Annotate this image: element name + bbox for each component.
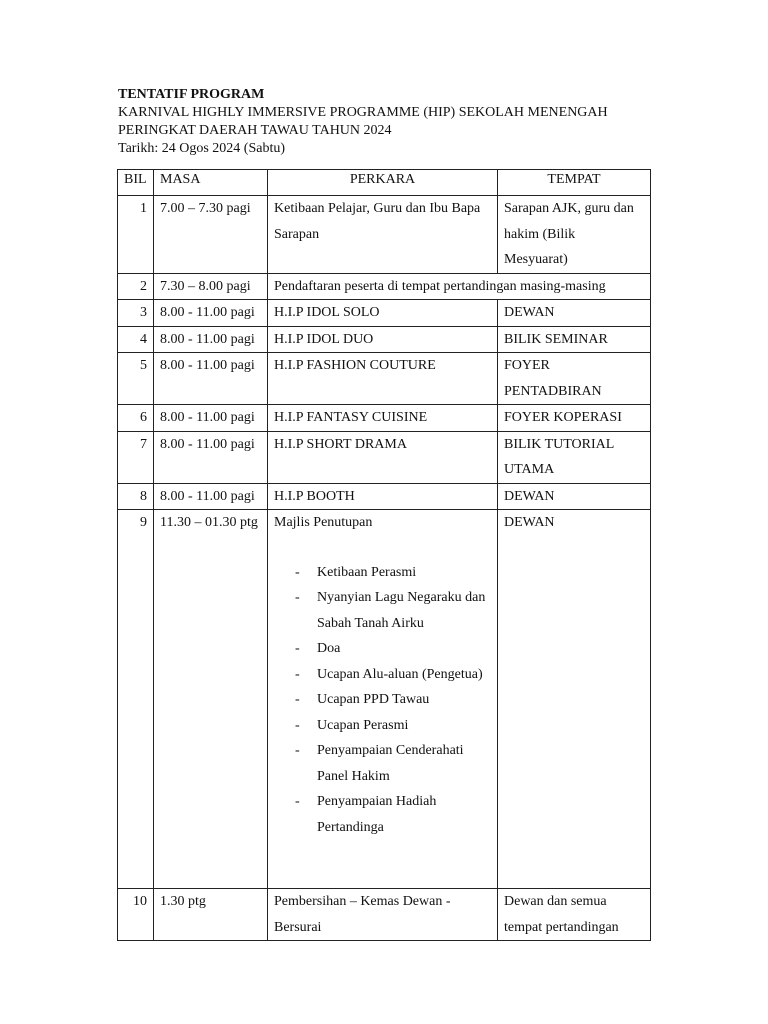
table-row <box>118 326 651 353</box>
row-venue <box>498 196 651 274</box>
row-number: 7 <box>118 431 154 483</box>
row-number: 10 <box>118 889 154 941</box>
table-row <box>118 273 651 300</box>
agenda-item: - Ucapan PPD Tawau <box>274 687 491 713</box>
program-table <box>117 169 651 941</box>
venue-line: Mesyuarat) <box>504 252 568 267</box>
table-row <box>118 405 651 432</box>
agenda-item: - Ucapan Alu-aluan (Pengetua) <box>274 662 491 688</box>
event-name-line-1: KARNIVAL HIGHLY IMMERSIVE PROGRAMME (HIP) SEKOLAH MENENGAH <box>118 105 608 120</box>
row-venue: DEWAN <box>498 483 651 510</box>
column-header-perkara: PERKARA <box>268 170 498 196</box>
row-activity <box>268 196 498 274</box>
row-time: 8.00 - 11.00 pagi <box>154 353 268 405</box>
row-venue: BILIK SEMINAR <box>498 326 651 353</box>
row-activity: H.I.P IDOL SOLO <box>268 300 498 327</box>
row-number: 6 <box>118 405 154 432</box>
event-name-line-2: PERINGKAT DAERAH TAWAU TAHUN 2024 <box>118 123 392 138</box>
venue-line: UTAMA <box>504 462 555 477</box>
row-number: 8 <box>118 483 154 510</box>
venue-line: Sarapan AJK, guru dan <box>504 201 634 216</box>
venue-line: PENTADBIRAN <box>504 383 602 399</box>
agenda-item-continuation: Pertandinga <box>317 819 384 835</box>
activity-line: Ketibaan Pelajar, Guru dan Ibu Bapa <box>274 201 481 216</box>
activity-line: Majlis Penutupan <box>274 515 373 530</box>
agenda-item: - Penyampaian Cenderahati <box>274 738 491 764</box>
event-date: Tarikh: 24 Ogos 2024 (Sabtu) <box>118 141 286 156</box>
row-venue <box>498 889 651 941</box>
row-activity-merged: Pendaftaran peserta di tempat pertandingan masing-masing <box>268 273 651 300</box>
row-number: 4 <box>118 326 154 353</box>
row-activity: H.I.P IDOL DUO <box>268 326 498 353</box>
row-venue: DEWAN <box>498 510 651 889</box>
row-time: 7.00 – 7.30 pagi <box>154 196 268 274</box>
row-time: 8.00 - 11.00 pagi <box>154 431 268 483</box>
agenda-item-continuation: Panel Hakim <box>317 768 390 784</box>
row-time: 8.00 - 11.00 pagi <box>154 326 268 353</box>
venue-line: hakim (Bilik <box>504 226 576 242</box>
table-row <box>118 300 651 327</box>
row-number: 5 <box>118 353 154 405</box>
row-venue <box>498 431 651 483</box>
agenda-item: - Nyanyian Lagu Negaraku dan <box>274 585 491 611</box>
table-header-row <box>118 170 651 196</box>
closing-ceremony-agenda <box>274 560 491 841</box>
agenda-item-continuation: Sabah Tanah Airku <box>317 615 424 631</box>
row-number: 9 <box>118 510 154 889</box>
table-row <box>118 889 651 941</box>
venue-line: Dewan dan semua <box>504 894 607 909</box>
document-title: TENTATIF PROGRAM <box>118 87 265 102</box>
row-time: 8.00 - 11.00 pagi <box>154 300 268 327</box>
venue-line: FOYER <box>504 358 550 373</box>
row-venue: FOYER KOPERASI <box>498 405 651 432</box>
table-row <box>118 483 651 510</box>
row-time: 7.30 – 8.00 pagi <box>154 273 268 300</box>
venue-line: BILIK TUTORIAL <box>504 436 615 452</box>
table-row <box>118 196 651 274</box>
row-activity: H.I.P BOOTH <box>268 483 498 510</box>
row-time: 1.30 ptg <box>154 889 268 941</box>
document-header <box>118 86 658 158</box>
table-row <box>118 353 651 405</box>
column-header-masa: MASA <box>154 170 268 196</box>
row-time: 8.00 - 11.00 pagi <box>154 405 268 432</box>
table-row <box>118 510 651 889</box>
column-header-bil: BIL <box>118 170 154 196</box>
agenda-item: - Ucapan Perasmi <box>274 713 491 739</box>
row-number: 2 <box>118 273 154 300</box>
row-activity: H.I.P FANTASY CUISINE <box>268 405 498 432</box>
venue-line: tempat pertandingan <box>504 919 619 935</box>
agenda-item: - Penyampaian Hadiah <box>274 789 491 815</box>
row-time: 11.30 – 01.30 ptg <box>154 510 268 889</box>
agenda-item: - Ketibaan Perasmi <box>274 560 491 586</box>
activity-line: Bersurai <box>274 919 322 935</box>
row-venue: DEWAN <box>498 300 651 327</box>
activity-line: Pembersihan – Kemas Dewan - <box>274 894 451 909</box>
row-activity <box>268 889 498 941</box>
row-venue <box>498 353 651 405</box>
row-activity <box>268 510 498 889</box>
column-header-tempat: TEMPAT <box>498 170 651 196</box>
activity-line: Sarapan <box>274 226 320 242</box>
row-activity: H.I.P FASHION COUTURE <box>268 353 498 405</box>
table-row <box>118 431 651 483</box>
row-number: 1 <box>118 196 154 274</box>
row-time: 8.00 - 11.00 pagi <box>154 483 268 510</box>
row-activity: H.I.P SHORT DRAMA <box>268 431 498 483</box>
agenda-item: - Doa <box>274 636 491 662</box>
row-number: 3 <box>118 300 154 327</box>
